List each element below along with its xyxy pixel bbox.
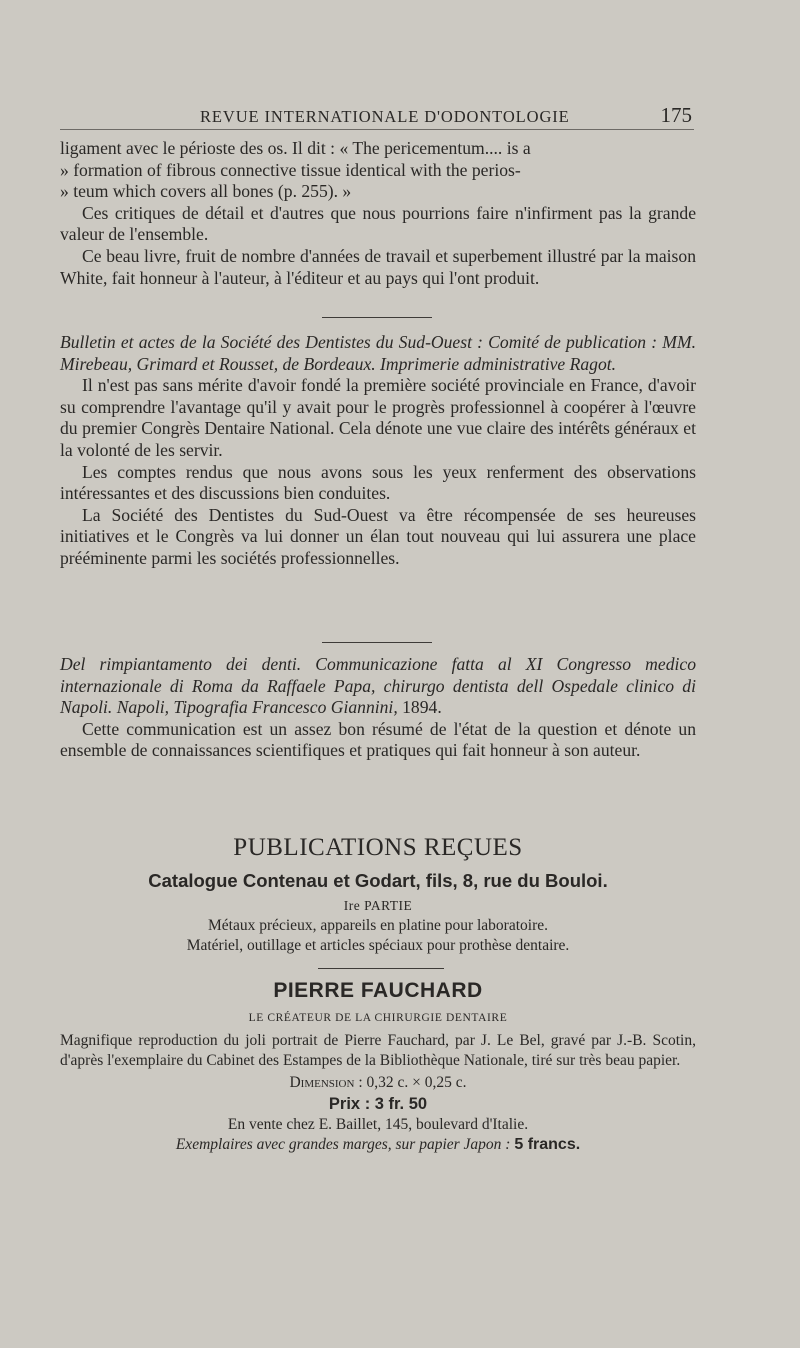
journal-title: REVUE INTERNATIONALE D'ODONTOLOGIE — [200, 107, 570, 126]
divider — [318, 968, 444, 969]
part-label: Ire PARTIE — [343, 898, 413, 913]
fauchard-notice — [60, 977, 696, 1155]
paragraph: Il n'est pas sans mérite d'avoir fondé la première société provinciale en France, d'avoir su comprendre l'avantage qu'il y avait pour le progrès professionnel à coopérer à l'œuvre du premier Congrès Dentaire National. Cela dénote une vue claire des intérêts généraux et la volonté de les servir. — [60, 375, 696, 460]
quote-line-1: ligament avec le périoste des os. Il dit : « The pericementum.... is a — [60, 138, 531, 158]
citation-year: 1894. — [402, 697, 442, 718]
quote-line-2: » formation of fibrous connective tissue identical with the perios- — [60, 159, 521, 180]
paragraph: Ce beau livre, fruit de nombre d'années de travail et superbement illustré par la maison White, fait honneur à l'auteur, à l'éditeur et au pays qui l'ont produit. — [60, 245, 696, 288]
fauchard-subtitle: LE CRÉATEUR DE LA CHIRURGIE DENTAIRE — [248, 1012, 508, 1024]
copies-price: 5 francs. — [514, 1136, 581, 1153]
part1-block — [60, 138, 696, 289]
paragraph: La Société des Dentistes du Sud-Ouest va être récompensée de ses heureuses initiatives et le Congrès va lui donner un élan tout nouveau qui lui assurera une place prééminente parmi les sociétés professionnelles. — [60, 504, 696, 568]
fauchard-description: Magnifique reproduction du joli portrait de Pierre Fauchard, par J. Le Bel, gravé par J.-B. Scotin, d'après l'exemplaire du Cabinet des Estampes de la Bibliothèque Nationale, tiré sur très beau papier. — [60, 1032, 696, 1069]
sale-address: En vente chez E. Baillet, 145, boulevard d'Italie. — [227, 1116, 529, 1133]
paragraph: Cette communication est un assez bon résumé de l'état de la question et dénote un ensemble de connaissances scientifiques et pratiques qui fait honneur à son auteur. — [60, 718, 696, 761]
divider — [322, 642, 432, 643]
catalogue-line: Métaux précieux, appareils en platine pour laboratoire. — [207, 917, 548, 934]
catalogue-title: Catalogue Contenau et Godart, fils, 8, rue du Bouloi. — [148, 870, 608, 891]
dimension-value: 0,32 c. × 0,25 c. — [366, 1074, 467, 1091]
price: Prix : 3 fr. 50 — [328, 1095, 428, 1113]
review-rimpiantamento — [60, 654, 696, 762]
page-number: 175 — [660, 103, 692, 127]
paragraph: Les comptes rendus que nous avons sous les yeux renferment des observations intéressantes et des discussions bien conduites. — [60, 461, 696, 504]
citation: Del rimpiantamento dei denti. Communicazione fatta al XI Congresso medico internazionale di Roma da Raffaele Papa, chirurgo dentista dell Ospedale clinico di Napoli. Napoli, Tipografia Francesco Giannini, — [60, 654, 696, 718]
citation: Bulletin et actes de la Société des Dentistes du Sud-Ouest : Comité de publication : MM. Mirebeau, Grimard et Rousset, de Bordeaux. Imprimerie administrative Ragot. — [60, 332, 696, 374]
copies-note: Exemplaires avec grandes marges, sur papier Japon : — [175, 1136, 511, 1153]
review-sud-ouest — [60, 332, 696, 570]
running-header — [60, 103, 694, 130]
divider — [322, 317, 432, 318]
publications-section — [60, 832, 696, 956]
quote-line-3: » teum which covers all bones (p. 255). » — [60, 181, 352, 202]
section-heading: PUBLICATIONS REÇUES — [233, 834, 523, 861]
catalogue-line: Matériel, outillage et articles spéciaux pour prothèse dentaire. — [186, 937, 570, 954]
paragraph: Ces critiques de détail et d'autres que nous pourrions faire n'infirment pas la grande valeur de l'ensemble. — [60, 202, 696, 245]
dimension-label: Dimension : — [289, 1074, 363, 1091]
fauchard-title: PIERRE FAUCHARD — [273, 979, 483, 1002]
